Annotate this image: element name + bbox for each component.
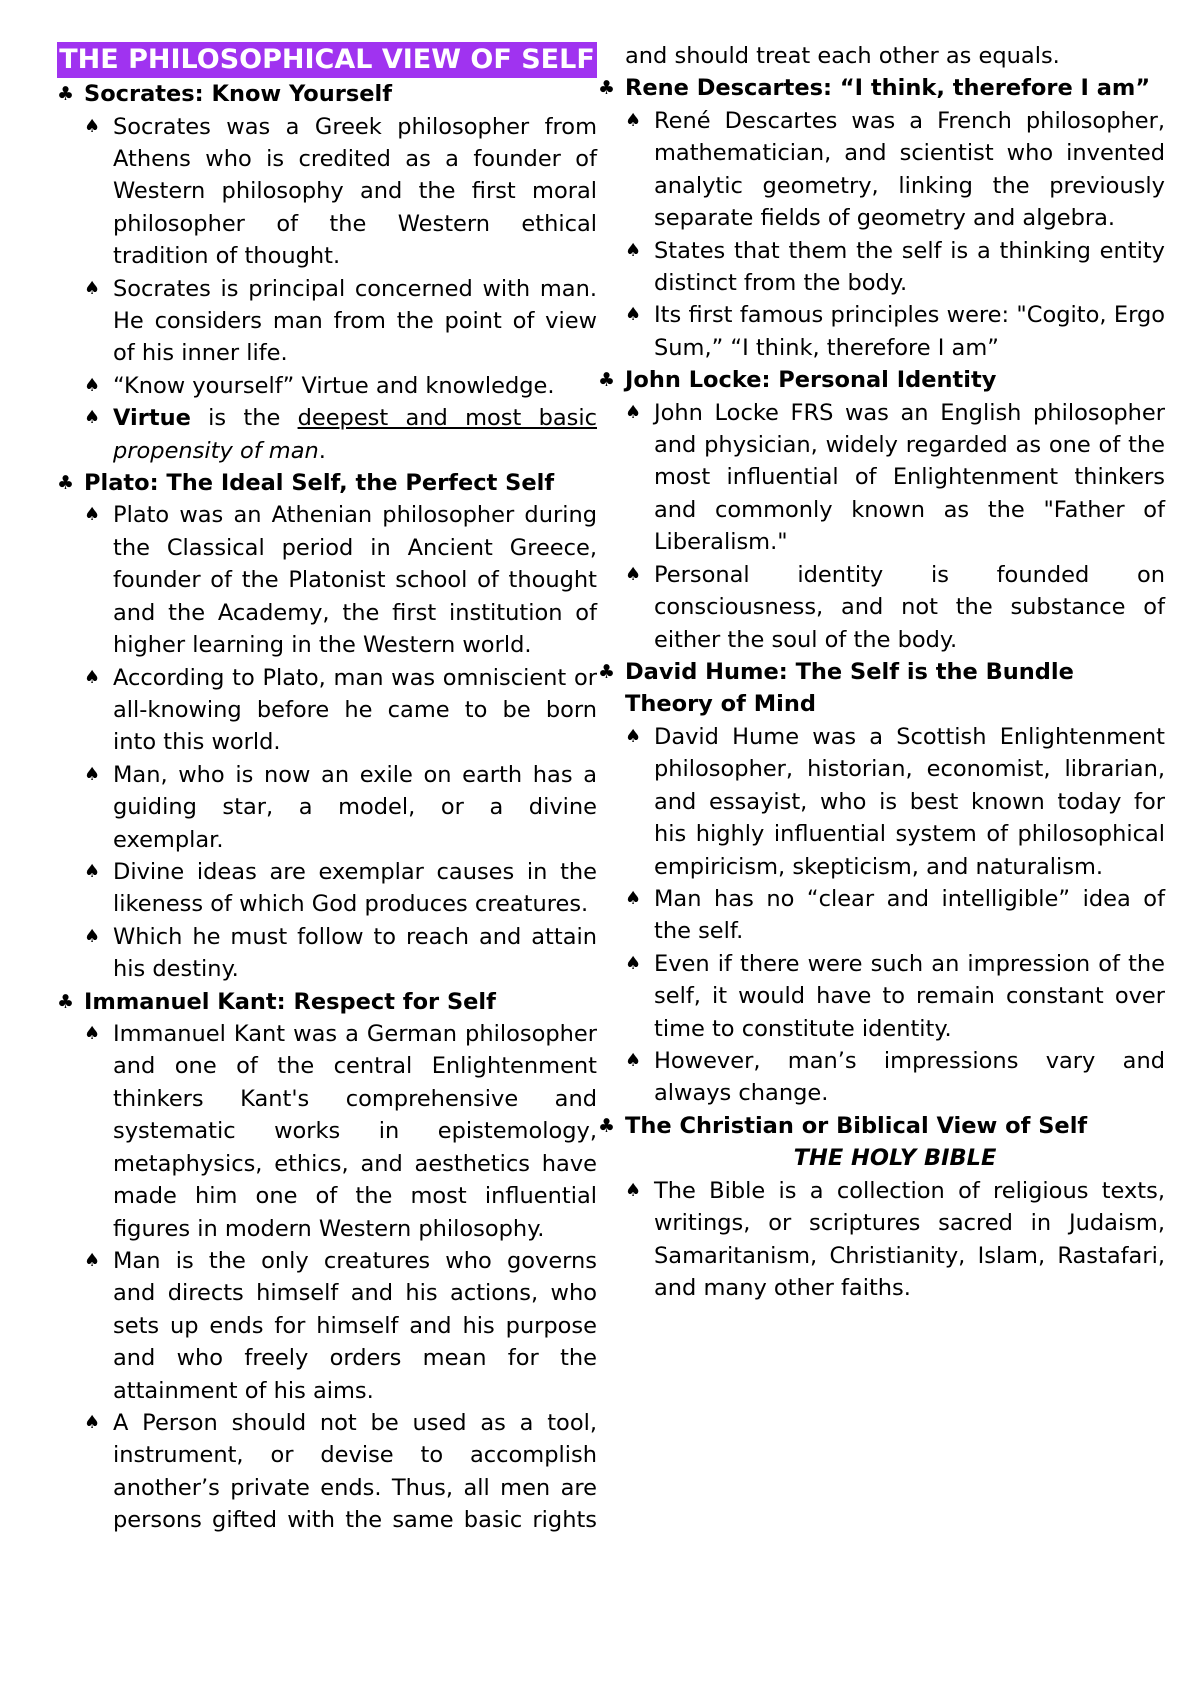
spade-suit-icon: ♠	[625, 401, 642, 423]
spade-suit-icon: ♠	[625, 952, 642, 974]
club-suit-icon: ♣	[598, 1114, 616, 1137]
list-item: ♠ Man has no “clear and intelligible” idea of the self.	[625, 883, 1165, 948]
spade-suit-icon: ♠	[84, 1411, 101, 1433]
spade-suit-icon: ♠	[625, 887, 642, 909]
list-item: ♠ Its first famous principles were: "Cogito, Ergo Sum,” “I think, therefore I am”	[625, 299, 1165, 364]
spade-suit-icon: ♠	[625, 304, 642, 326]
list-item: ♠ Even if there were such an impression of the self, it would have to remain constant over time to constitute identity.	[625, 948, 1165, 1045]
spade-suit-icon: ♠	[625, 239, 642, 261]
spade-suit-icon: ♠	[84, 115, 101, 137]
spade-suit-icon: ♠	[84, 860, 101, 882]
right-column	[598, 40, 1165, 1304]
list-item: ♠ Plato was an Athenian philosopher during the Classical period in Ancient Greece, founder of the Platonist school of thought and the Academy, the first institution of higher learning in the Western world.	[84, 499, 597, 661]
socrates-list	[57, 111, 597, 467]
kant-list	[57, 1018, 597, 1537]
list-item: ♠ Personal identity is founded on consciousness, and not the substance of either the soul of the body.	[625, 559, 1165, 656]
section-heading-locke: ♣ John Locke: Personal Identity	[598, 364, 1165, 397]
spade-suit-icon: ♠	[625, 563, 642, 585]
club-suit-icon: ♣	[57, 471, 75, 494]
list-item: ♠ Man is the only creatures who governs and directs himself and his actions, who sets up ends for himself and his purpose and who freely orders mean for the attainment of his aims.	[84, 1245, 597, 1407]
spade-suit-icon: ♠	[625, 1049, 642, 1071]
kant-continuation	[625, 40, 1165, 72]
section-heading-kant: ♣ Immanuel Kant: Respect for Self	[57, 986, 597, 1019]
bible-subtitle: THE HOLY BIBLE	[793, 1145, 997, 1172]
spade-suit-icon: ♠	[84, 1249, 101, 1271]
list-item: ♠ Which he must follow to reach and attain his destiny.	[84, 921, 597, 986]
list-item: ♠ According to Plato, man was omniscient or all-knowing before he came to be born into this world.	[84, 662, 597, 759]
spade-suit-icon: ♠	[625, 1179, 642, 1201]
list-item: ♠ “Know yourself” Virtue and knowledge.	[84, 370, 597, 402]
list-item: ♠ René Descartes was a French philosopher, mathematician, and scientist who invented analytic geometry, linking the previously separate fields of geometry and algebra.	[625, 105, 1165, 235]
locke-list	[625, 397, 1165, 656]
club-suit-icon: ♣	[598, 660, 616, 683]
section-heading-plato: ♣ Plato: The Ideal Self, the Perfect Self	[57, 467, 597, 500]
spade-suit-icon: ♠	[625, 109, 642, 131]
descartes-list	[625, 105, 1165, 364]
section-heading-christian: ♣ The Christian or Biblical View of Self	[598, 1110, 1165, 1143]
list-item: ♠ David Hume was a Scottish Enlightenment philosopher, historian, economist, librarian, and essayist, who is best known today for his highly influential system of philosophical empiricism, skepticism, and naturalism.	[625, 721, 1165, 883]
list-item: ♠ Immanuel Kant was a German philosopher and one of the central Enlightenment thinkers Kant's comprehensive and systematic works in epistemology, metaphysics, ethics, and aesthetics have made him one of the most influential figures in modern Western philosophy.	[84, 1018, 597, 1245]
list-item: ♠ John Locke FRS was an English philosopher and physician, widely regarded as one of the most influential of Enlightenment thinkers and commonly known as the "Father of Liberalism."	[625, 397, 1165, 559]
spade-suit-icon: ♠	[84, 1023, 101, 1045]
virtue-definition: Virtue is the deepest and most basic propensity of man.	[113, 405, 597, 464]
spade-suit-icon: ♠	[625, 725, 642, 747]
spade-suit-icon: ♠	[84, 925, 101, 947]
spade-suit-icon: ♠	[84, 666, 101, 688]
spade-suit-icon: ♠	[84, 407, 101, 429]
club-suit-icon: ♣	[598, 77, 616, 100]
left-column	[57, 42, 597, 1537]
section-heading-socrates: ♣ Socrates: Know Yourself	[57, 78, 597, 111]
spade-suit-icon: ♠	[84, 374, 101, 396]
list-item: ♠ States that them the self is a thinking entity distinct from the body.	[625, 235, 1165, 300]
list-item-continuation	[625, 40, 1165, 72]
list-item: ♠ Socrates is principal concerned with man. He considers man from the point of view of his inner life.	[84, 273, 597, 370]
list-item	[84, 402, 597, 467]
section-heading-descartes: ♣ Rene Descartes: “I think, therefore I am”	[598, 72, 1165, 105]
christian-list	[625, 1175, 1165, 1305]
document-title: THE PHILOSOPHICAL VIEW OF SELF	[57, 42, 597, 78]
hume-list	[625, 721, 1165, 1110]
club-suit-icon: ♣	[57, 990, 75, 1013]
list-item: ♠ Man, who is now an exile on earth has a guiding star, a model, or a divine exemplar.	[84, 759, 597, 856]
list-item: ♠ Divine ideas are exemplar causes in the likeness of which God produces creatures.	[84, 856, 597, 921]
spade-suit-icon: ♠	[84, 277, 101, 299]
club-suit-icon: ♣	[598, 369, 616, 392]
list-item: ♠ The Bible is a collection of religious texts, writings, or scriptures sacred in Judaism, Samaritanism, Christianity, Islam, Rastafari, and many other faiths.	[625, 1175, 1165, 1305]
spade-suit-icon: ♠	[84, 763, 101, 785]
club-suit-icon: ♣	[57, 83, 75, 105]
spade-suit-icon: ♠	[84, 504, 101, 526]
list-item: ♠ Socrates was a Greek philosopher from Athens who is credited as a founder of Western philosophy and the first moral philosopher of the Western ethical tradition of thought.	[84, 111, 597, 273]
list-item: ♠ A Person should not be used as a tool, instrument, or devise to accomplish another’s private ends. Thus, all men are persons gifted with the same basic rights	[84, 1407, 597, 1537]
kant-continuation-text: and should treat each other as equals.	[625, 43, 1060, 69]
list-item: ♠ However, man’s impressions vary and always change.	[625, 1045, 1165, 1110]
plato-list	[57, 499, 597, 985]
section-heading-hume: ♣ David Hume: The Self is the Bundle Theory of Mind	[598, 656, 1165, 721]
